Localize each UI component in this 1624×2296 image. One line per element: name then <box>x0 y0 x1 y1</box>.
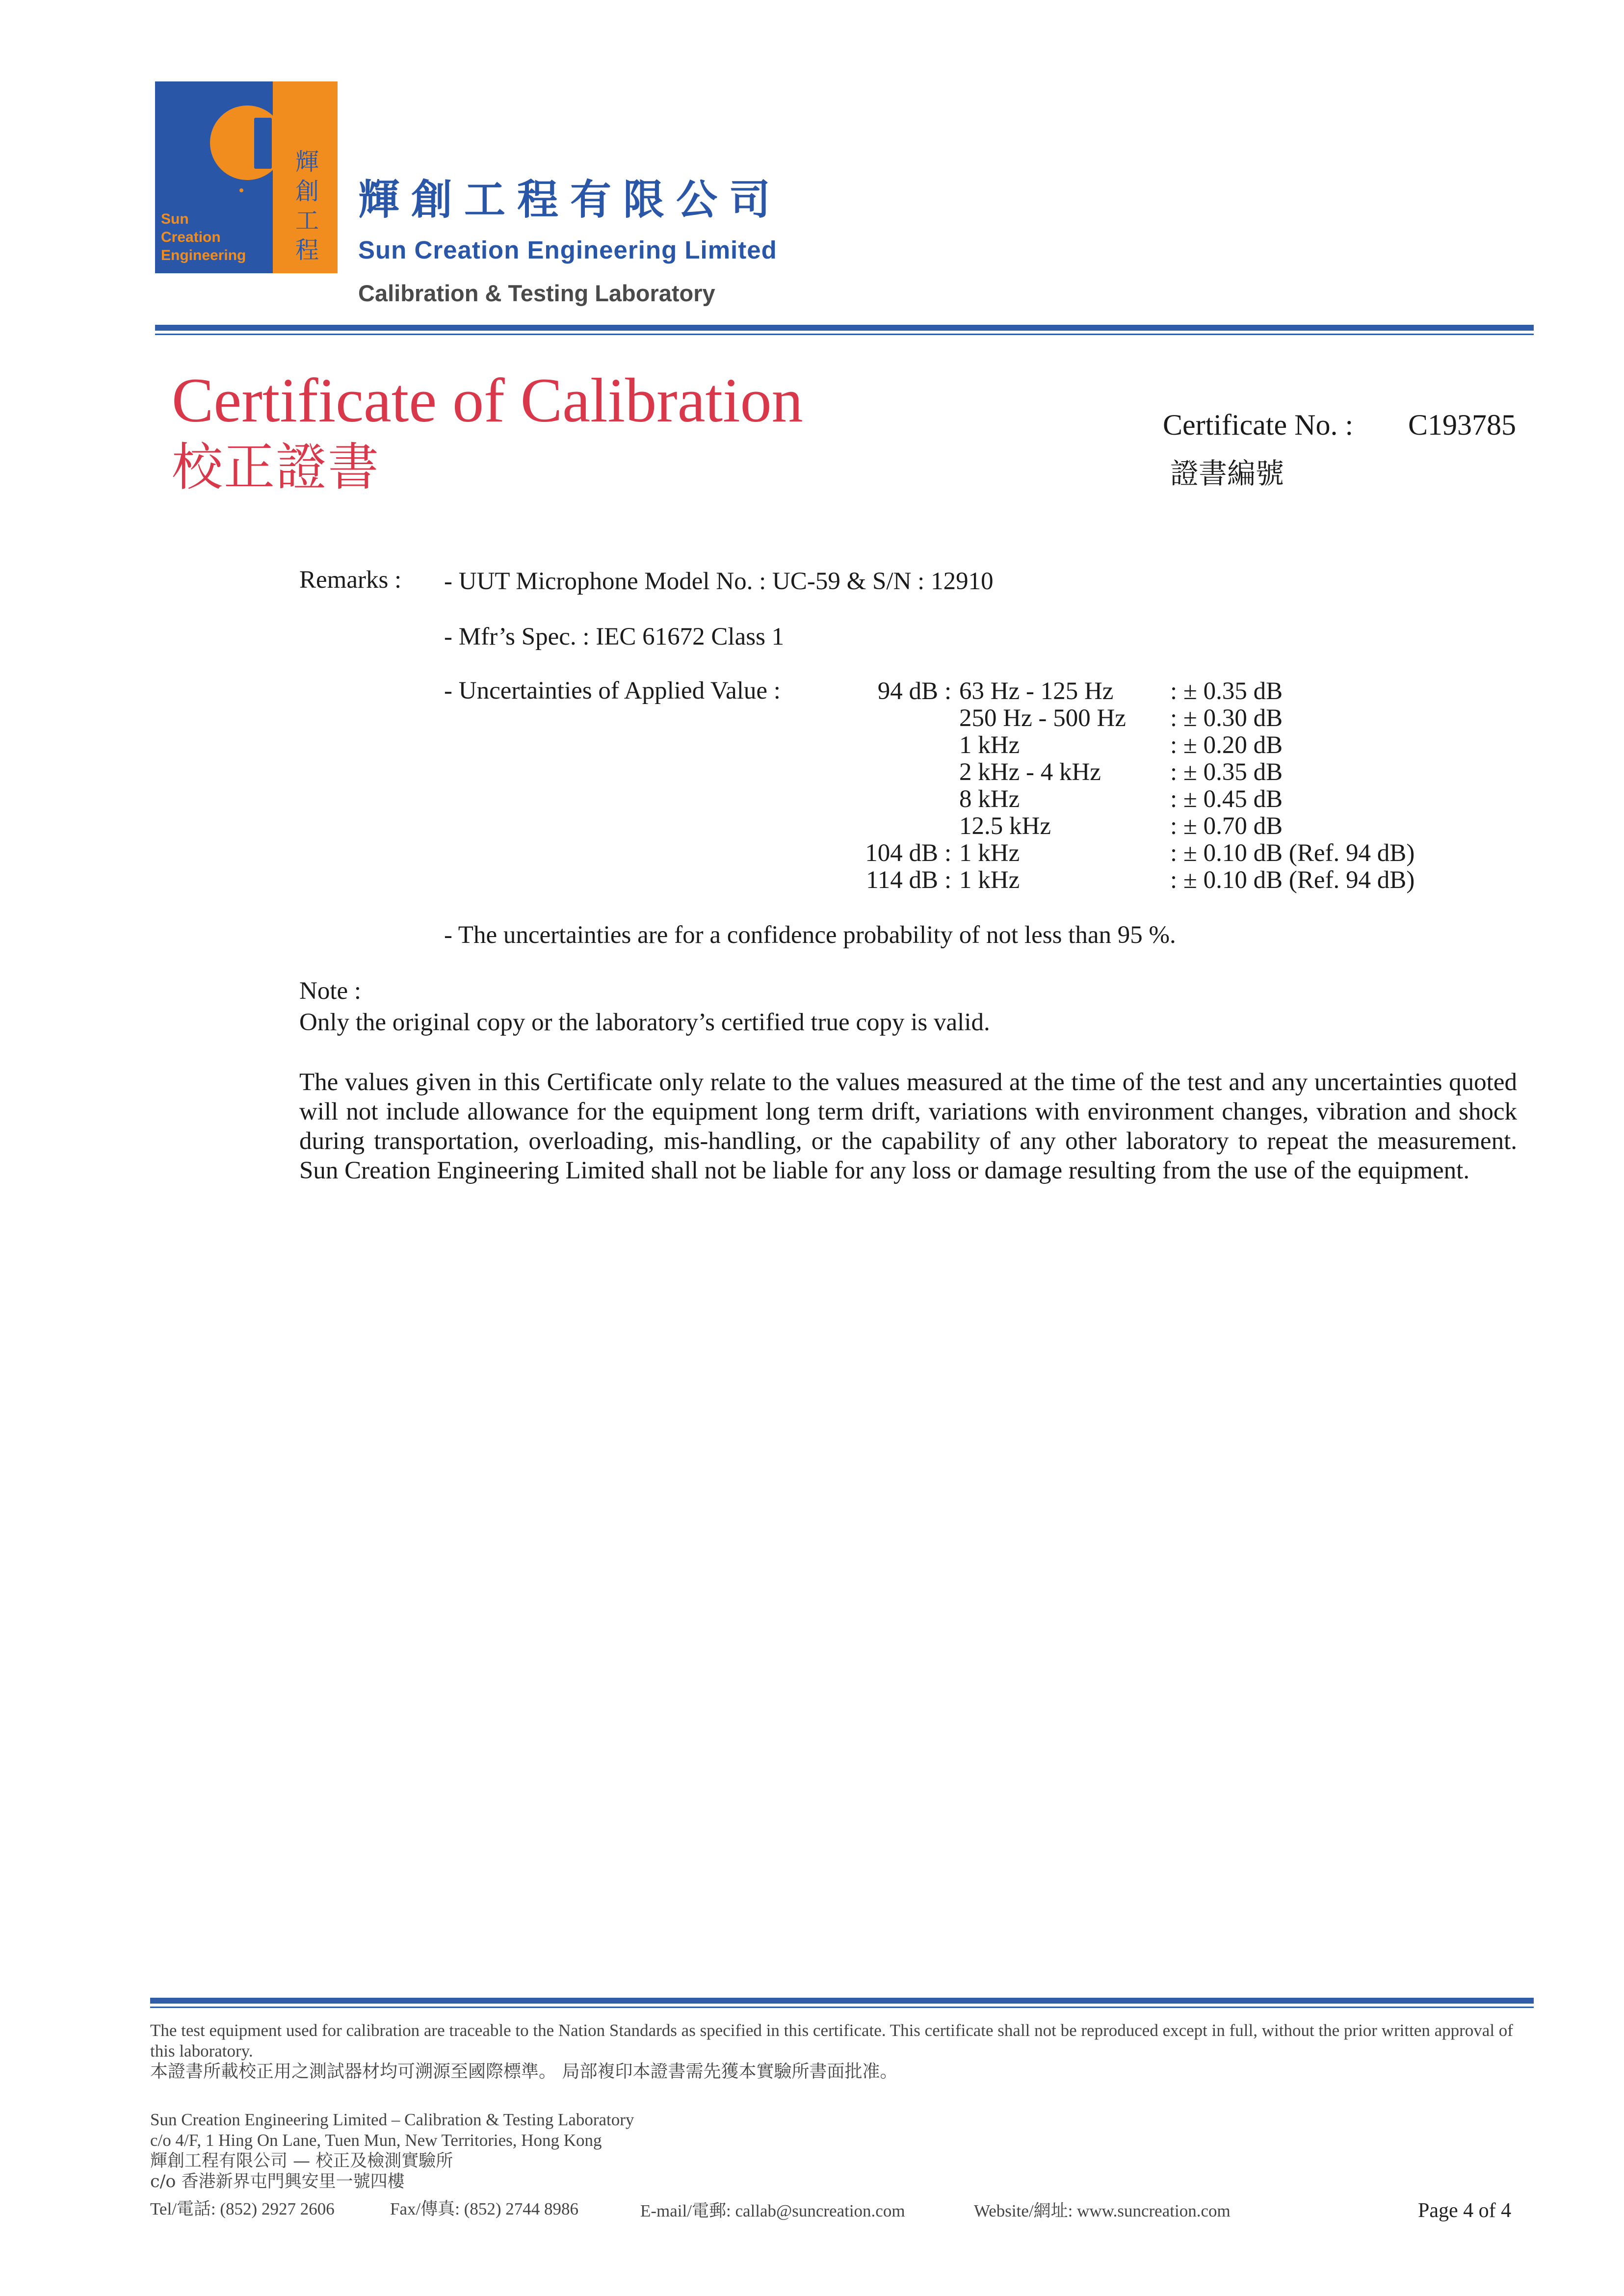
logo-char: 輝 <box>295 148 319 176</box>
remarks-label: Remarks : <box>299 566 402 594</box>
uncertainty-colon: : <box>944 866 952 894</box>
traceability-statement-cjk: 本證書所載校正用之測試器材均可溯源至國際標準。 局部複印本證書需先獲本實驗所書面批准。 <box>150 2061 898 2082</box>
logo-text-en <box>161 210 259 264</box>
company-name-cjk: 輝創工程有限公司 <box>358 176 783 224</box>
address-line: c/o 4/F, 1 Hing On Lane, Tuen Mun, New Territories, Hong Kong <box>150 2131 602 2150</box>
logo-line: Sun <box>161 211 189 227</box>
uncertainty-colon: : <box>944 678 952 705</box>
certificate-title-cjk: 校正證書 <box>172 437 380 497</box>
certificate-title: Certificate of Calibration <box>172 365 803 435</box>
lab-name: Calibration & Testing Laboratory <box>358 280 715 306</box>
uncertainty-level: 94 dB <box>877 678 938 705</box>
note-label: Note : <box>299 977 362 1005</box>
disclaimer-paragraph: The values given in this Certificate only relate to the values measured at the time of the test and any uncertainties quoted will not include allowance for the equipment long term drift, variations with environment changes, vibration and shock during transportation, overloading, mis-handling, or the capability of any other laboratory to repeat the measurement. Sun Creation Engineering Limited shall not be liable for any loss or damage resulting from the use of the equipment. <box>299 1069 1517 1184</box>
uncertainty-frequency: 2 kHz - 4 kHz <box>959 758 1101 786</box>
uncertainty-level: 114 dB <box>866 866 938 894</box>
remark-uncertainties-label: - Uncertainties of Applied Value : <box>444 677 781 704</box>
footer-divider-thin <box>150 2007 1534 2008</box>
address-line: Sun Creation Engineering Limited – Calibration & Testing Laboratory <box>150 2110 634 2129</box>
header-divider <box>155 325 1534 331</box>
fax: Fax/傳真: (852) 2744 8986 <box>390 2199 579 2218</box>
uncertainty-value: : ± 0.10 dB (Ref. 94 dB) <box>1170 839 1415 867</box>
logo-dot <box>239 188 243 192</box>
uncertainty-value: : ± 0.30 dB <box>1170 704 1283 732</box>
uncertainty-value: : ± 0.10 dB (Ref. 94 dB) <box>1170 866 1415 894</box>
traceability-statement: The test equipment used for calibration are traceable to the Nation Standards as specified in this certificate. This certificate shall not be reproduced except in full, without the prior written approval of this laboratory. <box>150 2021 1513 2061</box>
remark-uut: - UUT Microphone Model No. : UC-59 & S/N : 12910 <box>444 568 994 595</box>
uncertainty-frequency: 1 kHz <box>959 839 1020 867</box>
address-line: 輝創工程有限公司 — 校正及檢測實驗所 <box>150 2151 453 2171</box>
certificate-number-label-cjk: 證書編號 <box>1170 457 1284 490</box>
logo-char: 工 <box>295 207 319 235</box>
note-text: Only the original copy or the laboratory’s certified true copy is valid. <box>299 1009 990 1036</box>
uncertainty-value: : ± 0.20 dB <box>1170 731 1283 759</box>
header-divider-thin <box>155 334 1534 335</box>
telephone: Tel/電話: (852) 2927 2606 <box>150 2199 335 2218</box>
address-line: c/o 香港新界屯門興安里一號四樓 <box>150 2172 405 2192</box>
uncertainty-frequency: 12.5 kHz <box>959 812 1051 840</box>
logo-line: Engineering <box>161 247 246 263</box>
logo-sun-cut <box>254 118 272 169</box>
logo-char: 程 <box>295 236 319 264</box>
uncertainty-value: : ± 0.35 dB <box>1170 758 1283 786</box>
uncertainty-level: 104 dB <box>865 839 938 867</box>
logo-sun-icon <box>210 105 285 180</box>
uncertainty-frequency: 1 kHz <box>959 866 1020 894</box>
logo-text-cjk <box>292 147 322 265</box>
certificate-number: C193785 <box>1408 409 1517 441</box>
uncertainty-frequency: 8 kHz <box>959 785 1020 813</box>
website-link[interactable]: Website/網址: www.suncreation.com <box>974 2201 1231 2220</box>
company-name-en: Sun Creation Engineering Limited <box>358 236 777 264</box>
logo-char: 創 <box>295 178 319 205</box>
page-number: Page 4 of 4 <box>1418 2199 1512 2222</box>
uncertainty-frequency: 1 kHz <box>959 731 1020 759</box>
uncertainty-value: : ± 0.35 dB <box>1170 678 1283 705</box>
uncertainty-value: : ± 0.45 dB <box>1170 785 1283 813</box>
footer-divider <box>150 1998 1534 2004</box>
remark-confidence: - The uncertainties are for a confidence probability of not less than 95 %. <box>444 921 1176 949</box>
uncertainty-frequency: 63 Hz - 125 Hz <box>959 678 1114 705</box>
email-link[interactable]: E-mail/電郵: callab@suncreation.com <box>640 2201 905 2220</box>
uncertainty-frequency: 250 Hz - 500 Hz <box>959 704 1126 732</box>
logo-line: Creation <box>161 229 221 245</box>
uncertainty-value: : ± 0.70 dB <box>1170 812 1283 840</box>
certificate-number-label: Certificate No. : <box>1163 409 1354 441</box>
remark-spec: - Mfr’s Spec. : IEC 61672 Class 1 <box>444 623 785 651</box>
uncertainty-colon: : <box>944 839 952 867</box>
